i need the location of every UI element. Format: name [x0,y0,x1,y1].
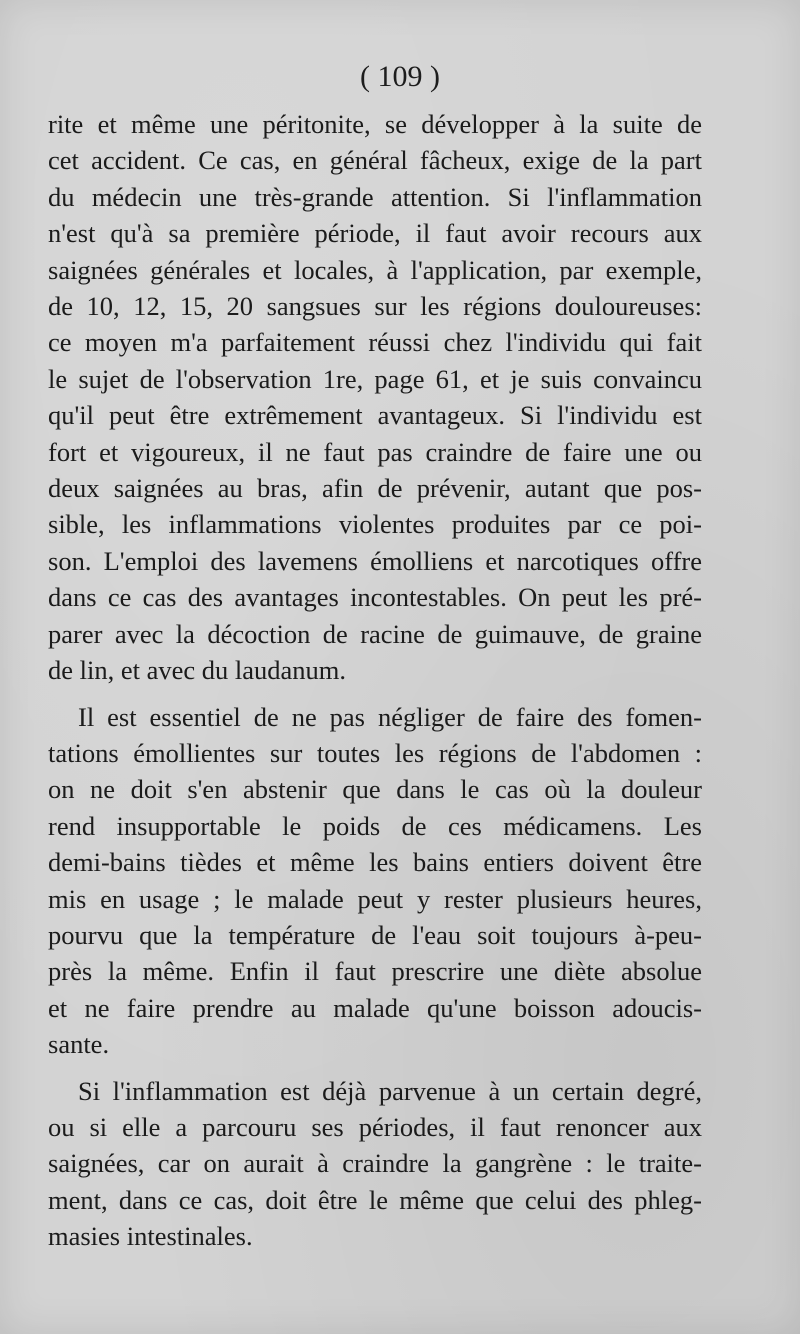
text-line: n'est qu'à sa première période, il faut avoir recours aux [48,218,702,249]
text-line: de lin, et avec du laudanum. [48,655,347,686]
text-line: cet accident. Ce cas, en général fâcheux, exige de la part [48,145,702,176]
text-line: ment, dans ce cas, doit être le même que celui des phleg- [48,1184,702,1215]
text-line: et ne faire prendre au malade qu'une boisson adoucis- [48,992,702,1023]
text-line: demi-bains tièdes et même les bains entiers doivent être [48,847,702,878]
text-line: on ne doit s'en abstenir que dans le cas où la douleur [48,774,702,805]
text-line: saignées générales et locales, à l'application, par exemple, [48,254,702,285]
text-line: masies intestinales. [48,1221,253,1252]
text-line: rite et même une péritonite, se développer à la suite de [48,109,702,139]
text-line: le sujet de l'observation 1re, page 61, et je suis convaincu [48,363,702,394]
page-number: ( 109 ) [360,60,440,93]
text-line: sante. [48,1029,110,1060]
text-line: sible, les inflammations violentes produites par ce poi- [48,509,702,540]
text-line: de 10, 12, 15, 20 sangsues sur les régions douloureuses: [48,291,702,322]
text-line: Il est essentiel de ne pas négliger de faire des fomen- [78,701,702,732]
text-line: saignées, car on aurait à craindre la gangrène : le traite- [48,1148,702,1179]
text-line: du médecin une très-grande attention. Si l'inflammation [48,181,702,212]
paragraph-3 [48,1073,702,1255]
text-line: Si l'inflammation est déjà parvenue à un certain degré, [78,1075,702,1106]
text-line: pourvu que la température de l'eau soit toujours à-peu- [48,919,702,950]
text-line: parer avec la décoction de racine de guimauve, de graine [48,618,702,649]
body-text [48,106,702,1255]
text-line: qu'il peut être extrêmement avantageux. Si l'individu est [48,400,702,431]
paragraph-1 [48,106,702,689]
text-line: ce moyen m'a parfaitement réussi chez l'individu qui fait [48,327,702,358]
text-line: mis en usage ; le malade peut y rester plusieurs heures, [48,883,702,914]
text-line: dans ce cas des avantages incontestables. On peut les pré- [48,582,702,613]
text-line: ou si elle a parcouru ses périodes, il faut renoncer aux [48,1111,702,1142]
text-line: près la même. Enfin il faut prescrire une diète absolue [48,956,702,987]
text-line: son. L'emploi des lavemens émolliens et narcotiques offre [48,545,702,576]
paragraph-2 [48,699,702,1063]
text-line: deux saignées au bras, afin de prévenir, autant que pos- [48,473,702,504]
text-line: rend insupportable le poids de ces médicamens. Les [48,810,702,841]
text-line: tations émollientes sur toutes les régions de l'abdomen : [48,737,702,768]
text-line: fort et vigoureux, il ne faut pas craindre de faire une ou [48,436,702,467]
